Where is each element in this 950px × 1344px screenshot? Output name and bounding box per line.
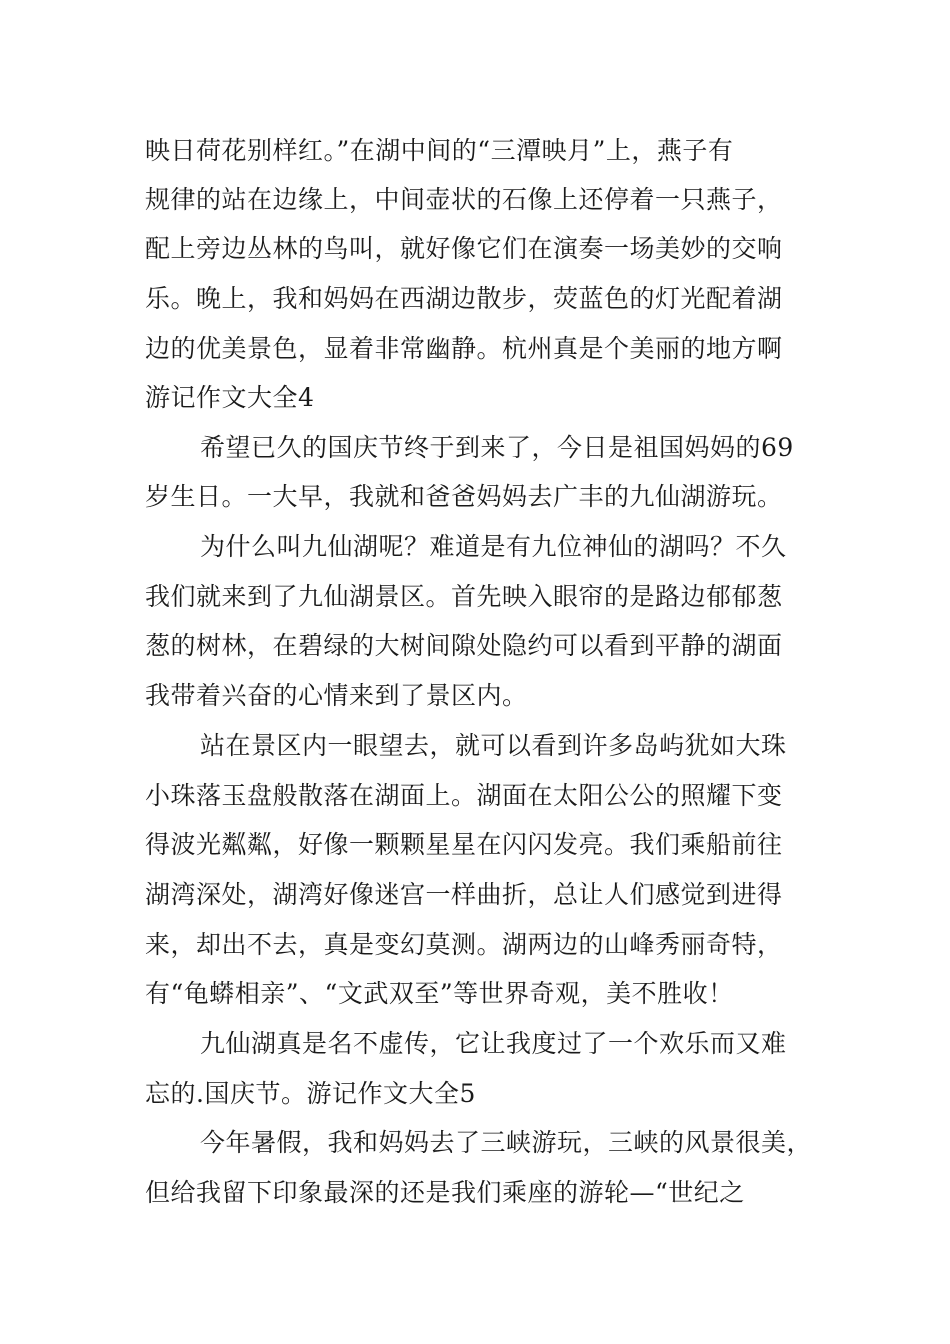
text-line: 湖湾深处，湖湾好像迷宫一样曲折，总让人们感觉到进得 bbox=[145, 880, 783, 909]
text-line: 我带着兴奋的心情来到了景区内。 bbox=[145, 681, 528, 710]
paragraph-start-line: 为什么叫九仙湖呢？难道是有九位神仙的湖吗？不久 bbox=[200, 532, 787, 561]
text-line: 葱的树林，在碧绿的大树间隙处隐约可以看到平静的湖面 bbox=[145, 631, 783, 660]
section-heading: 游记作文大全4 bbox=[145, 383, 315, 412]
text-line: 乐。晚上，我和妈妈在西湖边散步，荧蓝色的灯光配着湖 bbox=[145, 284, 783, 313]
text-line: 规律的站在边缘上，中间壶状的石像上还停着一只燕子， bbox=[145, 185, 783, 214]
paragraph-start-line: 今年暑假，我和妈妈去了三峡游玩，三峡的风景很美， bbox=[200, 1128, 813, 1157]
text-line: 但给我留下印象最深的还是我们乘座的游轮—“世纪之 bbox=[145, 1178, 745, 1207]
paragraph-start-line: 希望已久的国庆节终于到来了，今日是祖国妈妈的69 bbox=[200, 433, 794, 462]
paragraph-start-line: 九仙湖真是名不虚传，它让我度过了一个欢乐而又难 bbox=[200, 1029, 787, 1058]
text-line: 来，却出不去，真是变幻莫测。湖两边的山峰秀丽奇特， bbox=[145, 930, 783, 959]
text-line: 有“龟蟒相亲”、“文武双至”等世界奇观，美不胜收！ bbox=[145, 979, 734, 1008]
text-line: 忘的.国庆节。游记作文大全5 bbox=[145, 1079, 476, 1108]
text-line: 我们就来到了九仙湖景区。首先映入眼帘的是路边郁郁葱 bbox=[145, 582, 783, 611]
text-line: 岁生日。一大早，我就和爸爸妈妈去广丰的九仙湖游玩。 bbox=[145, 482, 783, 511]
text-line: 配上旁边丛林的鸟叫，就好像它们在演奏一场美妙的交响 bbox=[145, 234, 783, 263]
text-line: 边的优美景色，显着非常幽静。杭州真是个美丽的地方啊 bbox=[145, 334, 783, 363]
text-line: 小珠落玉盘般散落在湖面上。湖面在太阳公公的照耀下变 bbox=[145, 781, 783, 810]
text-line: 得波光粼粼，好像一颗颗星星在闪闪发亮。我们乘船前往 bbox=[145, 830, 783, 859]
paragraph-start-line: 站在景区内一眼望去，就可以看到许多岛屿犹如大珠 bbox=[200, 731, 787, 760]
text-line: 映日荷花别样红。”在湖中间的“三潭映月”上，燕子有 bbox=[145, 136, 734, 165]
